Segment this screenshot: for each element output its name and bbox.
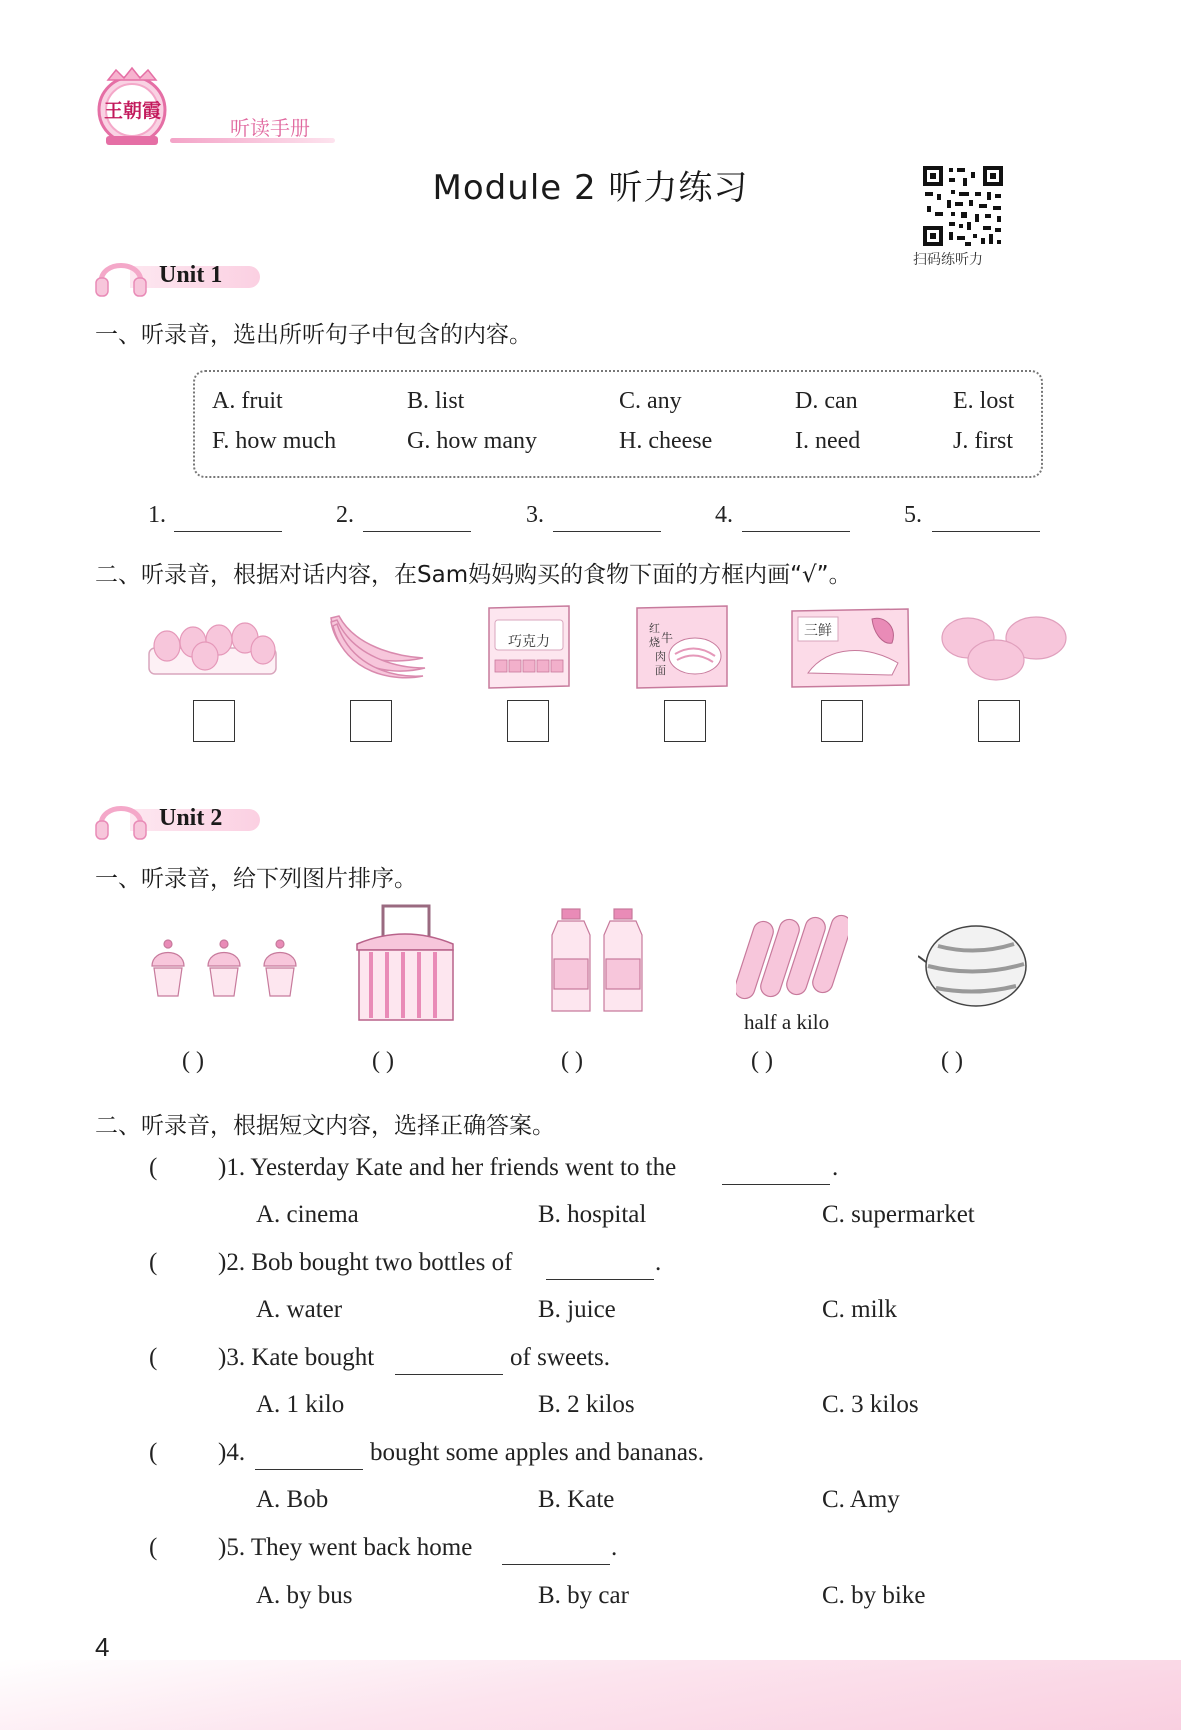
answer-blank-4[interactable]: [742, 530, 850, 532]
page-title: Module 2 听力练习: [432, 168, 749, 208]
option[interactable]: A. cinema: [256, 1201, 359, 1228]
question-5-suffix: .: [611, 1534, 618, 1561]
qr-code-icon[interactable]: [921, 164, 1005, 248]
word-option: H. cheese: [619, 428, 713, 454]
option[interactable]: A. by bus: [256, 1582, 353, 1609]
answer-blank-1[interactable]: [174, 530, 282, 532]
question-1-suffix: .: [832, 1154, 839, 1181]
svg-text:肉: 肉: [655, 650, 666, 663]
question-2-blank[interactable]: [546, 1278, 654, 1280]
order-answer-paren[interactable]: ( ): [941, 1048, 963, 1074]
question-2-text: )2. Bob bought two bottles of: [218, 1249, 513, 1276]
word-option: I. need: [795, 428, 861, 454]
question-1-text: )1. Yesterday Kate and her friends went to the: [218, 1154, 677, 1181]
svg-text:面: 面: [655, 664, 666, 677]
word-bank-box: [193, 370, 1043, 478]
question-paren-open[interactable]: (: [149, 1534, 158, 1561]
option[interactable]: A. Bob: [256, 1486, 329, 1513]
unit1-section2-title: 二、听录音，根据对话内容，在Sam妈妈购买的食物下面的方框内画“√”。: [95, 562, 852, 588]
answer-number: 1.: [148, 502, 166, 528]
question-3-suffix: of sweets.: [510, 1344, 610, 1371]
chocolate-icon: [485, 602, 573, 690]
question-1-blank[interactable]: [722, 1183, 830, 1185]
checkbox-eggs[interactable]: [193, 700, 235, 742]
dumplings-icon: [788, 605, 913, 689]
question-paren-open[interactable]: (: [149, 1344, 158, 1371]
option[interactable]: B. Kate: [538, 1486, 615, 1513]
word-option: A. fruit: [212, 388, 283, 414]
svg-text:牛: 牛: [661, 631, 674, 645]
checkbox-noodles[interactable]: [664, 700, 706, 742]
question-5-text: )5. They went back home: [218, 1534, 473, 1561]
answer-number: 3.: [526, 502, 544, 528]
answer-blank-2[interactable]: [363, 530, 471, 532]
option[interactable]: B. hospital: [538, 1201, 647, 1228]
svg-text:三鲜: 三鲜: [804, 623, 832, 639]
eggs-icon: [145, 610, 280, 680]
question-paren-open[interactable]: (: [149, 1439, 158, 1466]
brand-label: 听读手册: [230, 116, 310, 140]
noodles-icon: [633, 602, 731, 690]
unit1-label: Unit 1: [159, 262, 223, 288]
word-option: C. any: [619, 388, 682, 414]
page-number: 4: [95, 1632, 110, 1662]
option[interactable]: C. Amy: [822, 1486, 900, 1513]
option[interactable]: B. juice: [538, 1296, 616, 1323]
option[interactable]: B. by car: [538, 1582, 629, 1609]
order-answer-paren[interactable]: ( ): [561, 1048, 583, 1074]
order-answer-paren[interactable]: ( ): [751, 1048, 773, 1074]
logo-text: 王朝霞: [104, 100, 162, 122]
word-option: F. how much: [212, 428, 337, 454]
option[interactable]: C. milk: [822, 1296, 898, 1323]
headphones-icon: [93, 793, 149, 843]
checkbox-dumplings[interactable]: [821, 700, 863, 742]
word-option: J. first: [953, 428, 1013, 454]
svg-text:红: 红: [649, 622, 660, 635]
answer-blank-3[interactable]: [553, 530, 661, 532]
question-4-blank[interactable]: [255, 1468, 363, 1470]
answer-number: 5.: [904, 502, 922, 528]
answer-blank-5[interactable]: [932, 530, 1040, 532]
question-3-text: )3. Kate bought: [218, 1344, 375, 1371]
bottles-icon: [548, 905, 650, 1017]
question-5-blank[interactable]: [502, 1563, 610, 1565]
question-4-text: )4.: [218, 1439, 246, 1466]
question-4-suffix: bought some apples and bananas.: [370, 1439, 704, 1466]
checkbox-chocolate[interactable]: [507, 700, 549, 742]
order-answer-paren[interactable]: ( ): [182, 1048, 204, 1074]
order-answer-paren[interactable]: ( ): [372, 1048, 394, 1074]
option[interactable]: A. water: [256, 1296, 343, 1323]
word-option: G. how many: [407, 428, 537, 454]
question-3-blank[interactable]: [395, 1373, 503, 1375]
svg-text:烧: 烧: [649, 636, 660, 649]
bananas-icon: [325, 612, 430, 682]
unit2-label: Unit 2: [159, 805, 223, 831]
cupcakes-icon: [148, 936, 300, 1002]
unit2-section2-title: 二、听录音，根据短文内容，选择正确答案。: [95, 1113, 555, 1139]
option[interactable]: C. supermarket: [822, 1201, 975, 1228]
answer-number: 4.: [715, 502, 733, 528]
unit1-section1-title: 一、听录音，选出所听句子中包含的内容。: [95, 322, 532, 348]
qr-caption: 扫码练听力: [913, 252, 983, 268]
sausages-icon: [736, 912, 848, 1004]
headphones-icon: [93, 250, 149, 300]
option[interactable]: C. 3 kilos: [822, 1391, 919, 1418]
option[interactable]: C. by bike: [822, 1582, 926, 1609]
answer-number: 2.: [336, 502, 354, 528]
checkbox-potatoes[interactable]: [978, 700, 1020, 742]
sausages-caption: half a kilo: [744, 1010, 830, 1034]
question-2-suffix: .: [655, 1249, 662, 1276]
word-option: E. lost: [953, 388, 1015, 414]
svg-text:巧克力: 巧克力: [508, 634, 550, 650]
option[interactable]: B. 2 kilos: [538, 1391, 635, 1418]
watermelon-icon: [918, 922, 1030, 1008]
option[interactable]: A. 1 kilo: [256, 1391, 345, 1418]
footer-band: [0, 1660, 1181, 1730]
unit2-section1-title: 一、听录音，给下列图片排序。: [95, 866, 417, 892]
question-paren-open[interactable]: (: [149, 1249, 158, 1276]
word-option: D. can: [795, 388, 858, 414]
checkbox-bananas[interactable]: [350, 700, 392, 742]
question-paren-open[interactable]: (: [149, 1154, 158, 1181]
word-option: B. list: [407, 388, 465, 414]
potatoes-icon: [938, 612, 1070, 684]
basket-icon: [353, 900, 458, 1024]
